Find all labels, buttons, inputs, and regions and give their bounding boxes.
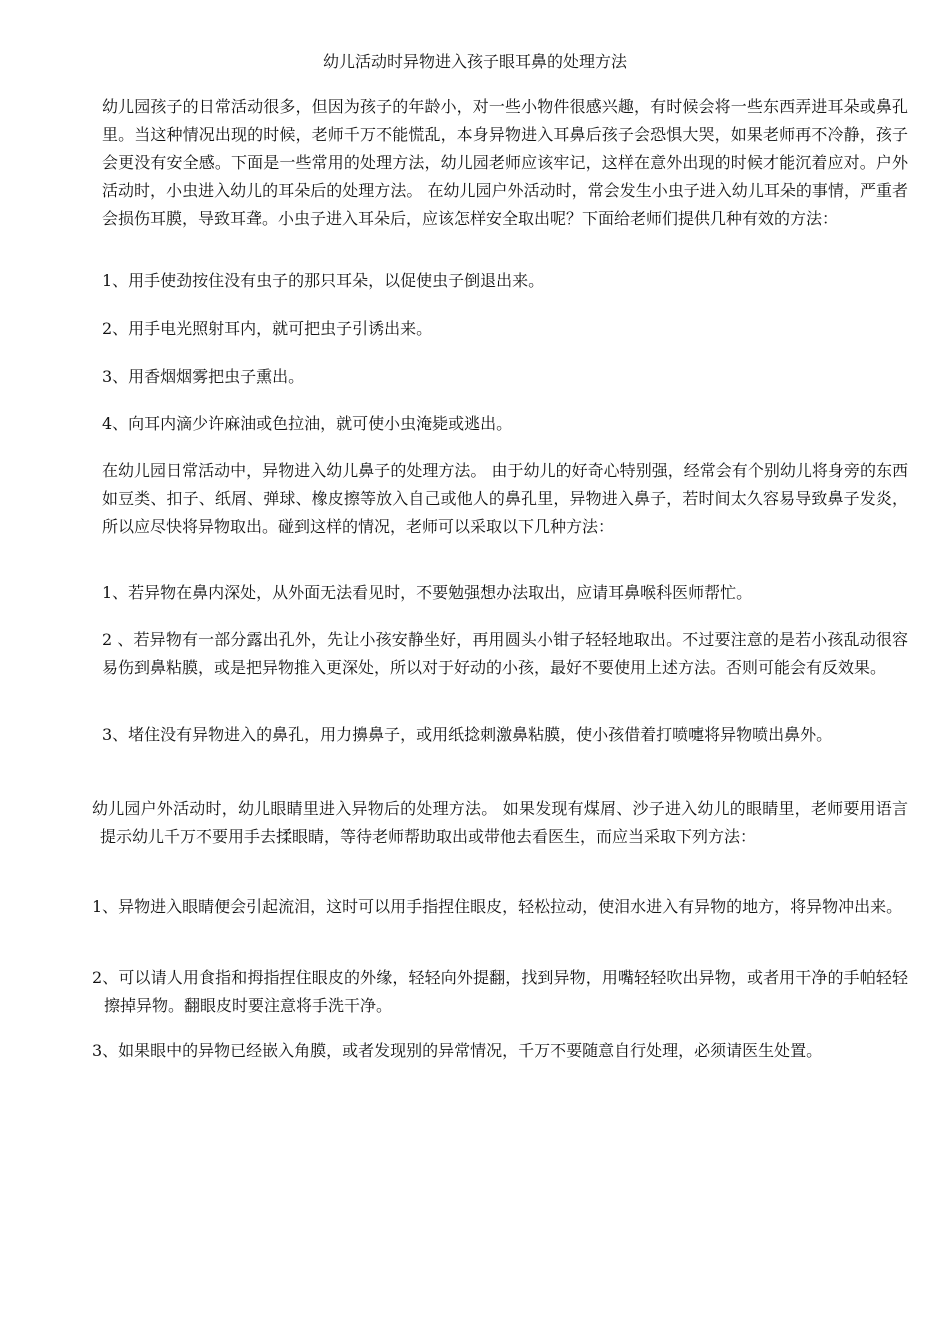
ear-method-2: 2、用手电光照射耳内，就可把虫子引诱出来。 xyxy=(102,319,433,338)
eye-method-3: 3、如果眼中的异物已经嵌入角膜，或者发现别的异常情况，千万不要随意自行处理，必须请医生处置。 xyxy=(92,1041,823,1060)
eye-method-1: 1、异物进入眼睛便会引起流泪，这时可以用手指捏住眼皮，轻松拉动，使泪水进入有异物的地方，将异物冲出来。 xyxy=(92,897,903,916)
eye-method-2: 2、可以请人用食指和拇指捏住眼皮的外缘，轻轻向外提翻，找到异物，用嘴轻轻吹出异物，或者用干净的手帕轻轻擦掉异物。翻眼皮时要注意将手洗干净。 xyxy=(92,968,908,1015)
eye-intro-paragraph: 幼儿园户外活动时，幼儿眼睛里进入异物后的处理方法。 如果发现有煤屑、沙子进入幼儿的眼睛里，老师要用语言提示幼儿千万不要用手去揉眼睛，等待老师帮助取出或带他去看医生，而应当采取下列方法： xyxy=(92,799,908,846)
nose-method-3: 3、堵住没有异物进入的鼻孔，用力擤鼻子，或用纸捻刺激鼻粘膜，使小孩借着打喷嚏将异物喷出鼻外。 xyxy=(102,725,833,744)
document-title: 幼儿活动时异物进入孩子眼耳鼻的处理方法 xyxy=(322,52,627,71)
nose-method-1: 1、若异物在鼻内深处，从外面无法看见时，不要勉强想办法取出，应请耳鼻喉科医师帮忙。 xyxy=(102,583,753,602)
ear-method-1: 1、用手使劲按住没有虫子的那只耳朵，以促使虫子倒退出来。 xyxy=(102,271,545,290)
nose-intro-paragraph: 在幼儿园日常活动中，异物进入幼儿鼻子的处理方法。 由于幼儿的好奇心特别强，经常会有个别幼儿将身旁的东西如豆类、扣子、纸屑、弹球、橡皮擦等放入自己或他人的鼻孔里，异物进入鼻子，若时间太久容易导致鼻子发炎，所以应尽快将异物取出。碰到这样的情况，老师可以采取以下几种方法： xyxy=(102,461,908,536)
ear-method-3: 3、用香烟烟雾把虫子熏出。 xyxy=(102,367,305,386)
nose-method-2: 2 、若异物有一部分露出孔外，先让小孩安静坐好，再用圆头小钳子轻轻地取出。不过要注意的是若小孩乱动很容易伤到鼻粘膜，或是把异物推入更深处，所以对于好动的小孩，最好不要使用上述方法。否则可能会有反效果。 xyxy=(102,630,908,677)
ear-intro-paragraph: 幼儿园孩子的日常活动很多，但因为孩子的年龄小，对一些小物件很感兴趣，有时候会将一些东西弄进耳朵或鼻孔里。当这种情况出现的时候，老师千万不能慌乱，本身异物进入耳鼻后孩子会恐惧大哭，如果老师再不冷静，孩子会更没有安全感。下面是一些常用的处理方法，幼儿园老师应该牢记，这样在意外出现的时候才能沉着应对。户外活动时，小虫进入幼儿的耳朵后的处理方法。 在幼儿园户外活动时，常会发生小虫子进入幼儿耳朵的事情，严重者会损伤耳膜，导致耳聋。小虫子进入耳朵后，应该怎样安全取出呢？下面给老师们提供几种有效的方法： xyxy=(102,97,908,228)
ear-method-4: 4、向耳内滴少许麻油或色拉油，就可使小虫淹毙或逃出。 xyxy=(102,414,513,433)
